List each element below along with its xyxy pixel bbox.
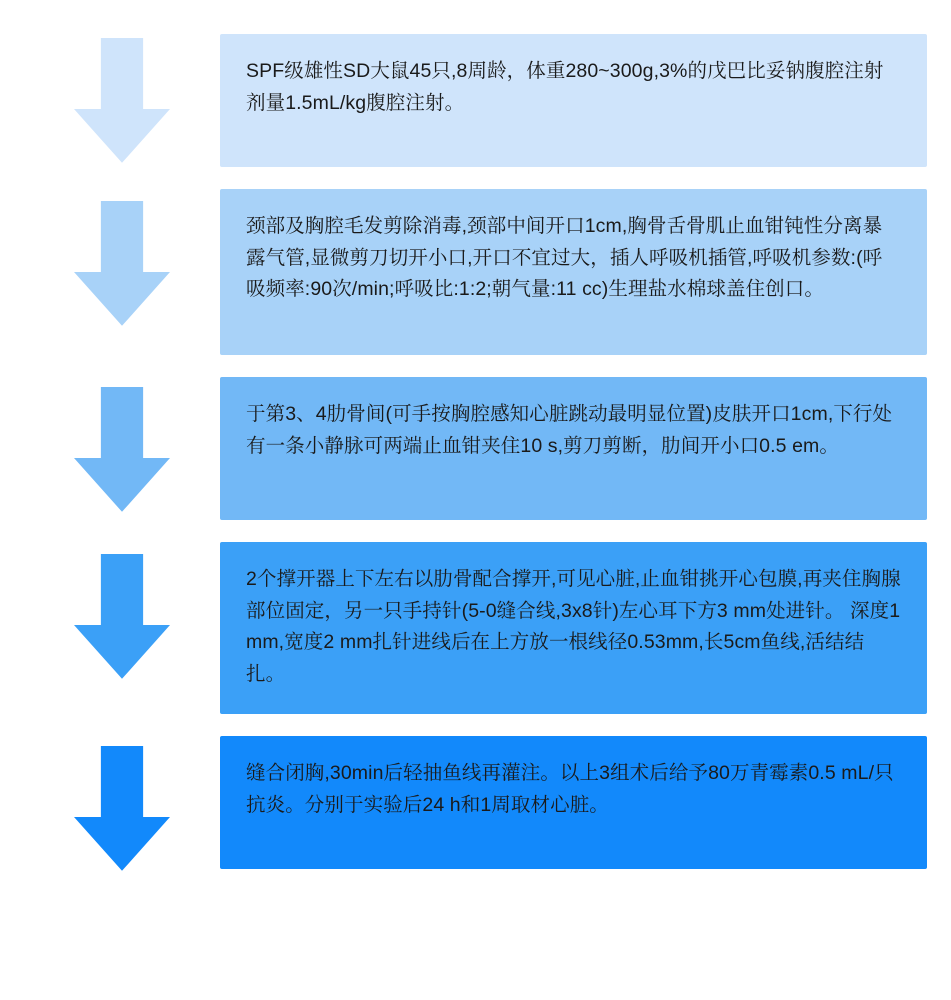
- flow-step: [24, 189, 927, 355]
- down-arrow-icon: [74, 387, 170, 512]
- flow-step: [24, 542, 927, 714]
- down-arrow-icon: [74, 201, 170, 326]
- step-text-box: [220, 34, 927, 167]
- step-text-box: [220, 377, 927, 520]
- arrow-cell: [24, 34, 220, 163]
- flow-step: [24, 34, 927, 167]
- step-text-box: [220, 542, 927, 714]
- arrow-cell: [24, 377, 220, 512]
- arrow-cell: [24, 736, 220, 871]
- step-text-box: [220, 736, 927, 869]
- arrow-cell: [24, 189, 220, 326]
- step-text: 2个撑开器上下左右以肋骨配合撑开,可见心脏,止血钳挑开心包膜,再夹住胸腺部位固定，另一只手持针(5-0缝合线,3x8针)左心耳下方3 mm处进针。 深度1 mm,宽度2 mm扎针进线后在上方放一根线径0.53mm,长5cm鱼线,活结结扎。: [246, 568, 901, 685]
- step-text: 于第3、4肋骨间(可手按胸腔感知心脏跳动最明显位置)皮肤开口1cm,下行处有一条小静脉可两端止血钳夹住10 s,剪刀剪断，肋间开小口0.5 em。: [246, 403, 893, 457]
- down-arrow-icon: [74, 746, 170, 871]
- arrow-cell: [24, 542, 220, 679]
- flow-step: [24, 736, 927, 871]
- flow-step: [24, 377, 927, 520]
- step-text: 颈部及胸腔毛发剪除消毒,颈部中间开口1cm,胸骨舌骨肌止血钳钝性分离暴露气管,显微剪刀切开小口,开口不宜过大，插人呼吸机插管,呼吸机参数:(呼吸频率:90次/min;呼吸比:1:2;朝气量:11 cc)生理盐水棉球盖住创口。: [246, 215, 883, 301]
- down-arrow-icon: [74, 38, 170, 163]
- step-text: 缝合闭胸,30min后轻抽鱼线再灌注。以上3组术后给予80万青霉素0.5 mL/只抗炎。分别于实验后24 h和1周取材心脏。: [246, 762, 894, 816]
- step-text-box: [220, 189, 927, 355]
- step-text: SPF级雄性SD大鼠45只,8周龄，体重280~300g,3%的戊巴比妥钠腹腔注射剂量1.5mL/kg腹腔注射。: [246, 60, 884, 114]
- down-arrow-icon: [74, 554, 170, 679]
